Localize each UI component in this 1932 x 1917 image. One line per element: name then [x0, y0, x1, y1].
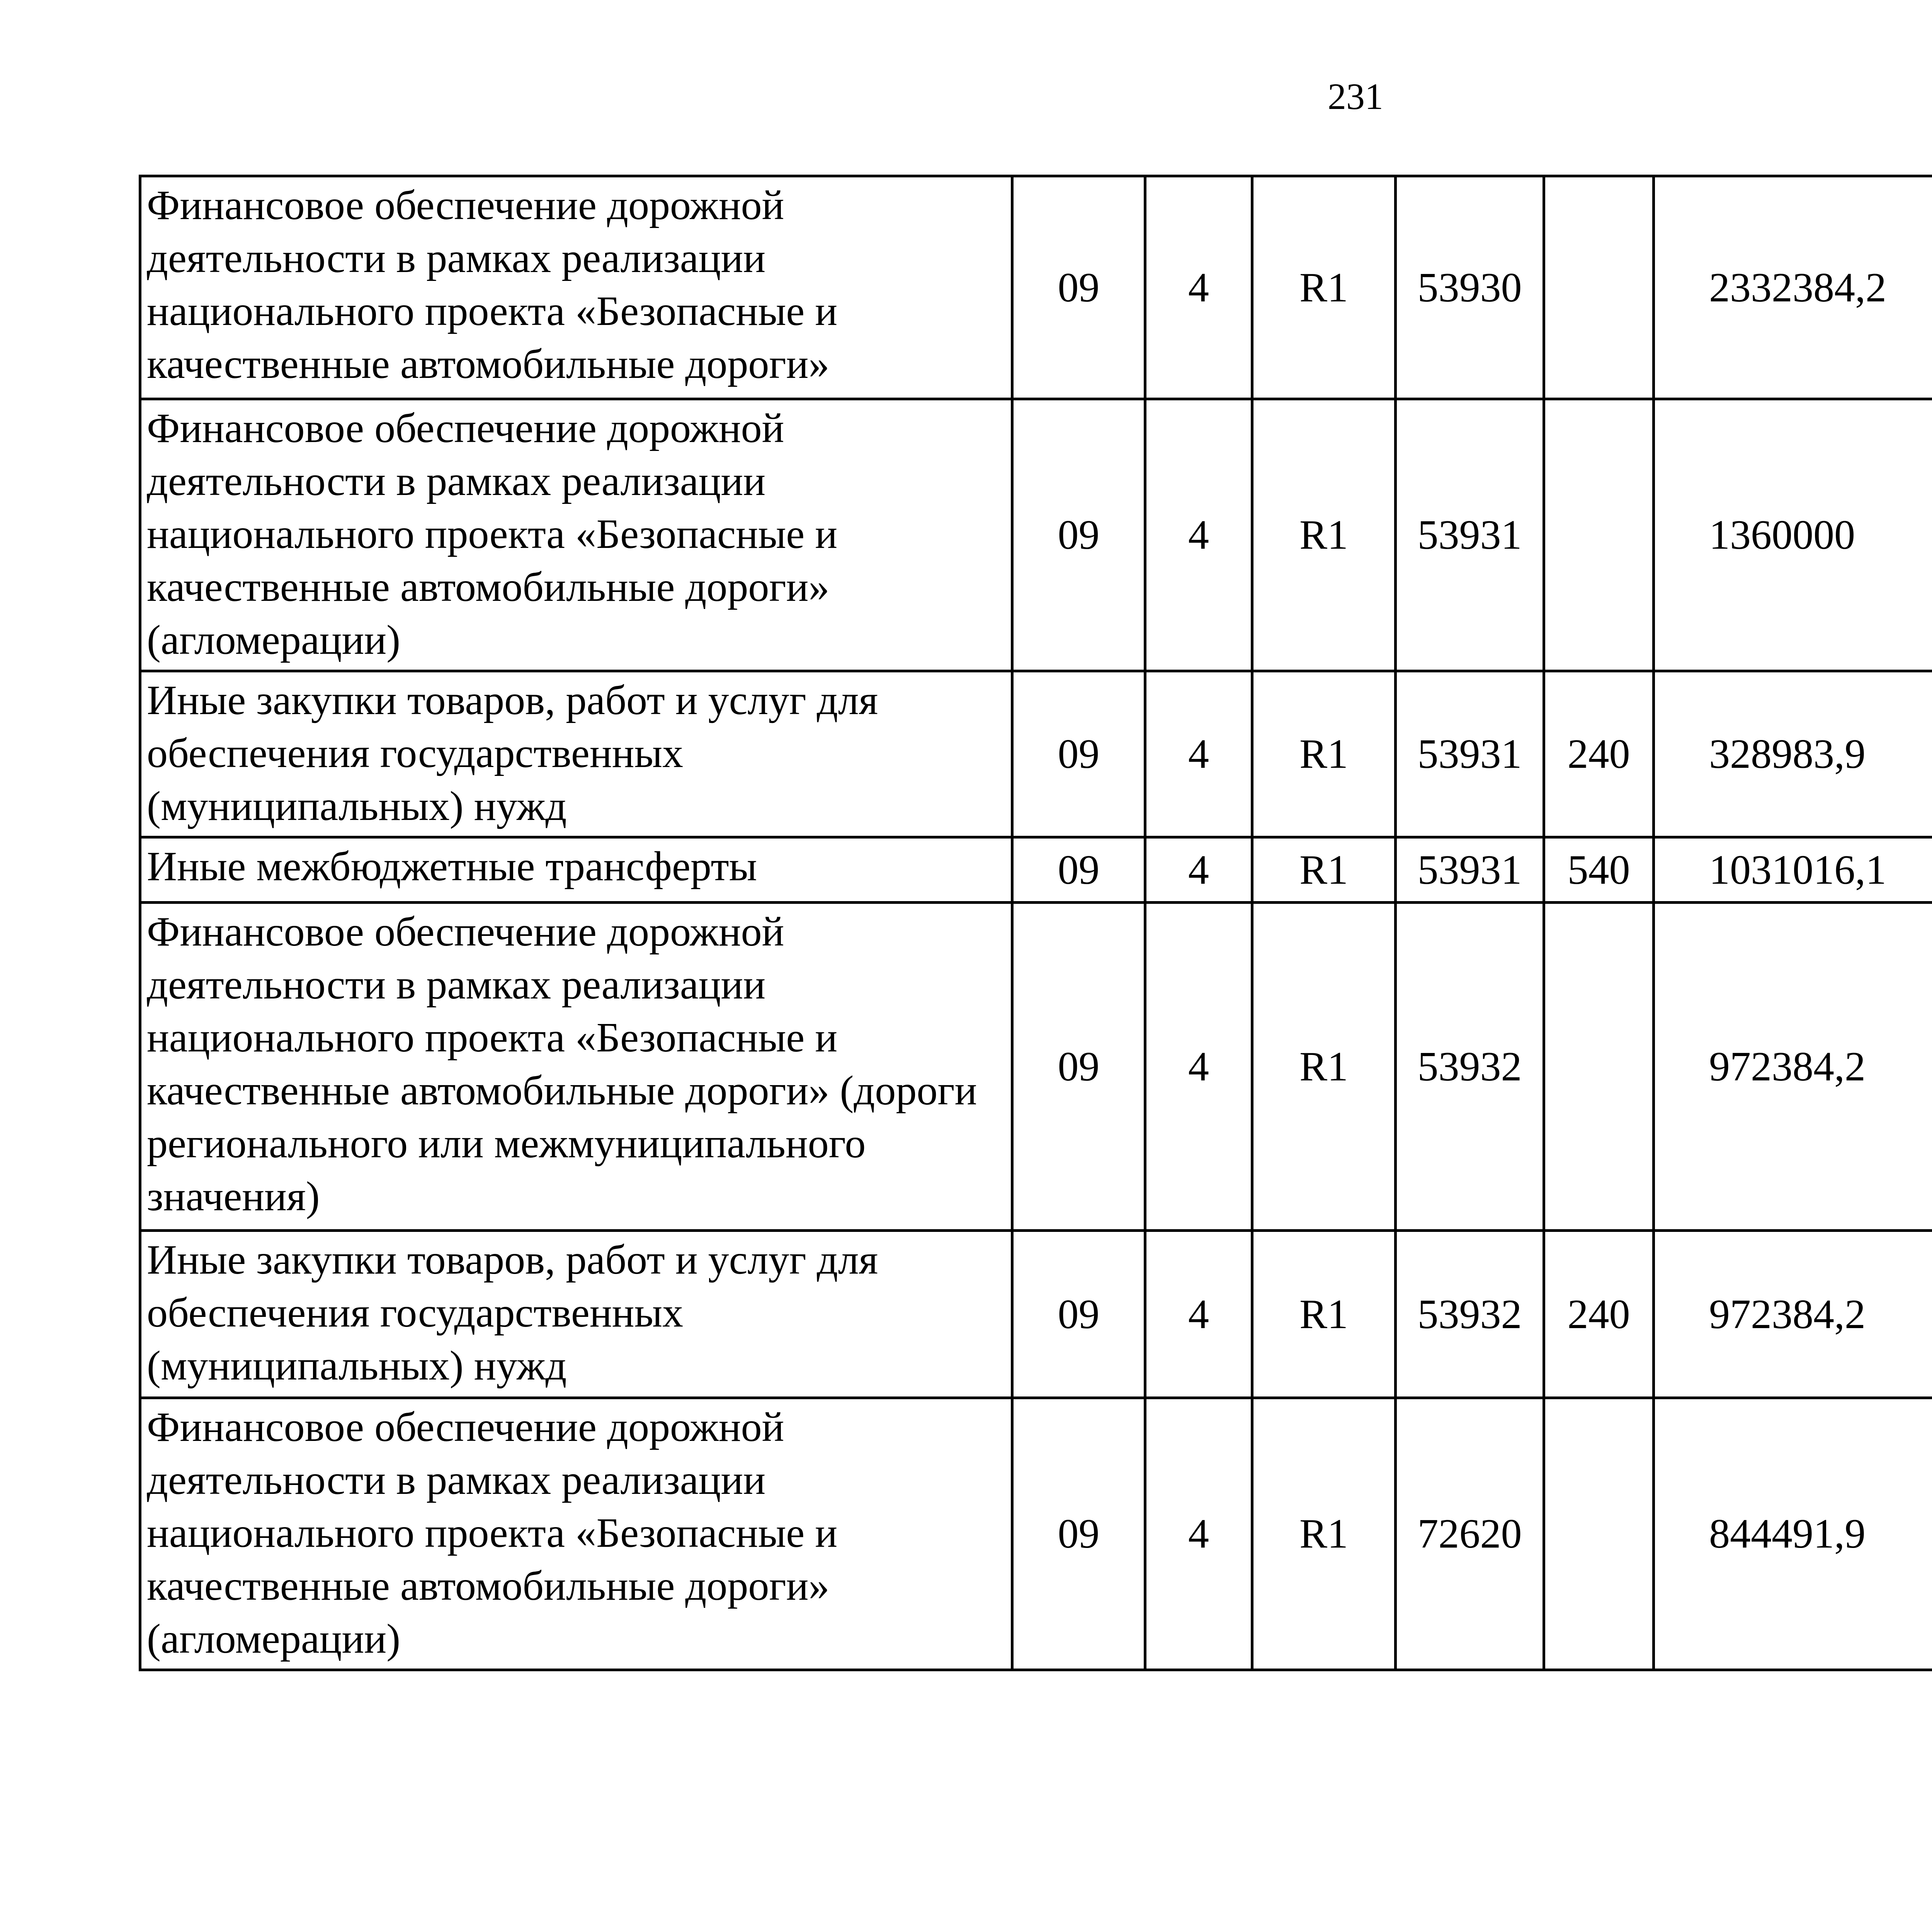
section-code: 09: [1012, 1231, 1145, 1398]
row-description: Иные межбюджетные трансферты: [140, 837, 1012, 903]
program-code: R1: [1252, 399, 1396, 671]
subsection-code: 4: [1145, 176, 1252, 399]
table-row: [140, 671, 1932, 837]
row-description: Финансовое обеспечение дорожной деятельности в рамках реализации национального проекта «Безопасные и качественные автомобильные дороги» (дороги регионального или межмуниципального значения): [140, 903, 1012, 1231]
subsection-code: 4: [1145, 837, 1252, 903]
expense-type-code: 540: [1544, 837, 1654, 903]
program-code: R1: [1252, 1398, 1396, 1670]
target-code: 53932: [1396, 1231, 1544, 1398]
row-description: Иные закупки товаров, работ и услуг для обеспечения государственных (муниципальных) нужд: [140, 671, 1012, 837]
row-description: Иные закупки товаров, работ и услуг для обеспечения государственных (муниципальных) нужд: [140, 1231, 1012, 1398]
program-code: R1: [1252, 1231, 1396, 1398]
subsection-code: 4: [1145, 399, 1252, 671]
target-code: 72620: [1396, 1398, 1544, 1670]
expense-type-code: [1544, 903, 1654, 1231]
table-row: [140, 837, 1932, 903]
expense-type-code: 240: [1544, 671, 1654, 837]
row-description: Финансовое обеспечение дорожной деятельности в рамках реализации национального проекта «Безопасные и качественные автомобильные дороги» (агломерации): [140, 1398, 1012, 1670]
subsection-code: 4: [1145, 671, 1252, 837]
amount-1: 972384,2: [1654, 1231, 1932, 1398]
amount-1: 2332384,2: [1654, 176, 1932, 399]
table-row: [140, 1231, 1932, 1398]
table-row: [140, 399, 1932, 671]
section-code: 09: [1012, 671, 1145, 837]
section-code: 09: [1012, 903, 1145, 1231]
row-description: Финансовое обеспечение дорожной деятельности в рамках реализации национального проекта «Безопасные и качественные автомобильные дороги» (агломерации): [140, 399, 1012, 671]
expense-type-code: [1544, 399, 1654, 671]
program-code: R1: [1252, 176, 1396, 399]
subsection-code: 4: [1145, 1398, 1252, 1670]
table-row: [140, 903, 1932, 1231]
amount-1: 1031016,1: [1654, 837, 1932, 903]
table-row: [140, 176, 1932, 399]
target-code: 53932: [1396, 903, 1544, 1231]
section-code: 09: [1012, 837, 1145, 903]
target-code: 53930: [1396, 176, 1544, 399]
amount-1: 844491,9: [1654, 1398, 1932, 1670]
program-code: R1: [1252, 837, 1396, 903]
subsection-code: 4: [1145, 1231, 1252, 1398]
amount-1: 972384,2: [1654, 903, 1932, 1231]
table-row: [140, 1398, 1932, 1670]
page-number: 231: [1328, 76, 1383, 117]
section-code: 09: [1012, 1398, 1145, 1670]
budget-table: [139, 175, 1932, 1671]
amount-1: 1360000: [1654, 399, 1932, 671]
program-code: R1: [1252, 671, 1396, 837]
target-code: 53931: [1396, 399, 1544, 671]
amount-1: 328983,9: [1654, 671, 1932, 837]
target-code: 53931: [1396, 837, 1544, 903]
section-code: 09: [1012, 399, 1145, 671]
target-code: 53931: [1396, 671, 1544, 837]
expense-type-code: [1544, 176, 1654, 399]
program-code: R1: [1252, 903, 1396, 1231]
expense-type-code: [1544, 1398, 1654, 1670]
subsection-code: 4: [1145, 903, 1252, 1231]
row-description: Финансовое обеспечение дорожной деятельности в рамках реализации национального проекта «Безопасные и качественные автомобильные дороги»: [140, 176, 1012, 399]
expense-type-code: 240: [1544, 1231, 1654, 1398]
section-code: 09: [1012, 176, 1145, 399]
